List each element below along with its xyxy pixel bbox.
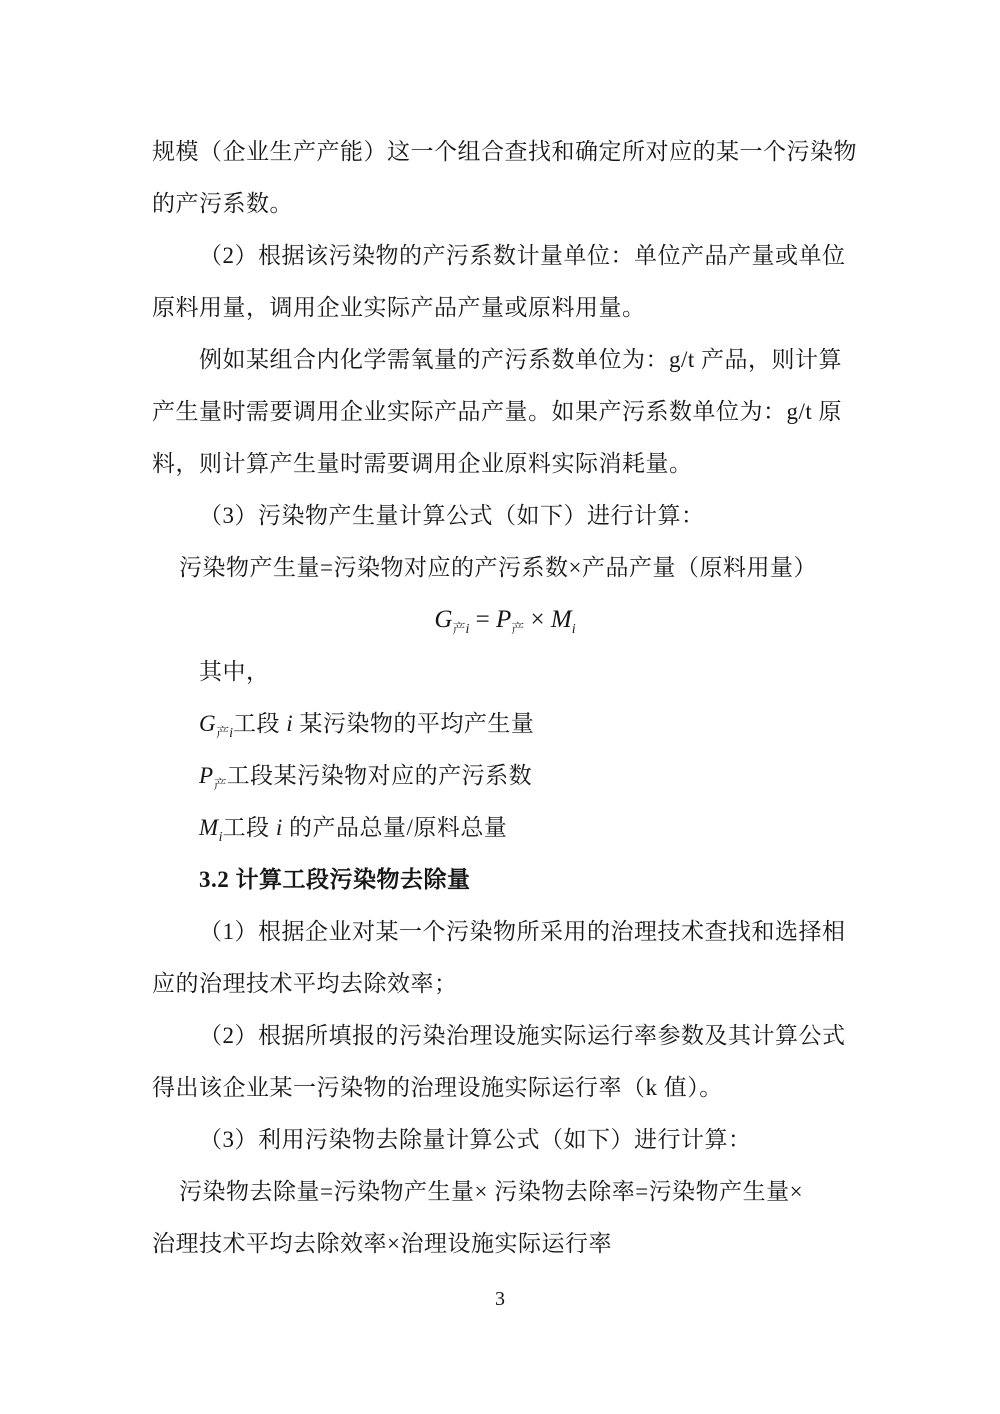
text-run: （3）污染物产生量计算公式（如下）进行计算： bbox=[199, 503, 705, 528]
document-line bbox=[152, 1010, 858, 1062]
text-run: （3）利用污染物去除量计算公式（如下）进行计算： bbox=[199, 1127, 752, 1152]
text-run: 工段某污染物对应的产污系数 bbox=[226, 763, 533, 788]
text-run: 料，则计算产生量时需要调用企业原料实际消耗量。 bbox=[152, 451, 693, 476]
text-run: 产 bbox=[452, 621, 466, 636]
document-line bbox=[152, 958, 858, 1010]
document-line bbox=[152, 906, 858, 958]
text-run: 污染物产生量=污染物对应的产污系数×产品产量（原料用量） bbox=[179, 555, 817, 580]
document-line bbox=[152, 750, 858, 802]
text-run: i bbox=[275, 815, 283, 840]
document-line bbox=[152, 334, 858, 386]
text-run: i bbox=[229, 726, 234, 741]
text-run: M bbox=[550, 606, 572, 633]
text-run: G bbox=[199, 711, 217, 736]
text-run: 其中， bbox=[199, 659, 270, 684]
text-run: 产 bbox=[213, 777, 227, 792]
document-line bbox=[152, 802, 858, 854]
section-heading bbox=[152, 854, 858, 906]
text-run: P bbox=[495, 606, 512, 633]
text-run: × bbox=[524, 606, 551, 633]
document-line bbox=[152, 126, 858, 178]
text-run: （1）根据企业对某一个污染物所采用的治理技术查找和选择相 bbox=[199, 919, 846, 944]
text-run: 规模（企业生产产能）这一个组合查找和确定所对应的某一个污染物 bbox=[152, 139, 857, 164]
document-line bbox=[152, 1062, 858, 1114]
text-run: 原料用量，调用企业实际产品产量或原料用量。 bbox=[152, 295, 646, 320]
text-run: 治理技术平均去除效率×治理设施实际运行率 bbox=[152, 1231, 612, 1256]
text-run: 的产品总量/原料总量 bbox=[282, 815, 508, 840]
document-line bbox=[152, 282, 858, 334]
document-line bbox=[152, 698, 858, 750]
text-run: 3.2 计算工段污染物去除量 bbox=[199, 867, 471, 892]
document-line bbox=[152, 542, 858, 594]
text-run: i bbox=[571, 622, 576, 637]
formula-line bbox=[152, 594, 858, 646]
text-run: 某污染物的平均产生量 bbox=[293, 711, 535, 736]
document-line bbox=[152, 1114, 858, 1166]
document-line bbox=[152, 490, 858, 542]
text-run: P bbox=[199, 763, 214, 788]
text-run: 产 bbox=[511, 621, 525, 636]
document-line bbox=[152, 178, 858, 230]
text-run: 工段 bbox=[222, 815, 276, 840]
text-run: i bbox=[465, 622, 470, 637]
text-run: （2）根据所填报的污染治理设施实际运行率参数及其计算公式 bbox=[199, 1023, 846, 1048]
text-run: 例如某组合内化学需氧量的产污系数单位为：g/t 产品，则计算 bbox=[199, 347, 843, 372]
page-number: 3 bbox=[495, 1288, 505, 1310]
text-run: 得出该企业某一污染物的治理设施实际运行率（k 值）。 bbox=[152, 1075, 723, 1100]
text-run: 工段 bbox=[233, 711, 287, 736]
document-body bbox=[152, 126, 858, 1270]
text-run: 污染物去除量=污染物产生量× 污染物去除率=污染物产生量× bbox=[179, 1179, 804, 1204]
text-run: = bbox=[469, 606, 496, 633]
document-line bbox=[152, 230, 858, 282]
document-line bbox=[152, 1166, 858, 1218]
document-line bbox=[152, 386, 858, 438]
document-line bbox=[152, 438, 858, 490]
text-run: G bbox=[434, 606, 453, 633]
text-run: i bbox=[286, 711, 294, 736]
text-run: 应的治理技术平均去除效率； bbox=[152, 971, 458, 996]
text-run: 产生量时需要调用企业实际产品产量。如果产污系数单位为：g/t 原 bbox=[152, 399, 843, 424]
text-run: （2）根据该污染物的产污系数计量单位：单位产品产量或单位 bbox=[199, 243, 846, 268]
text-run: 产 bbox=[216, 725, 230, 740]
text-run: i bbox=[218, 830, 223, 845]
text-run: M bbox=[199, 815, 219, 840]
document-line bbox=[152, 646, 858, 698]
text-run: 的产污系数。 bbox=[152, 191, 293, 216]
document-line bbox=[152, 1218, 858, 1270]
